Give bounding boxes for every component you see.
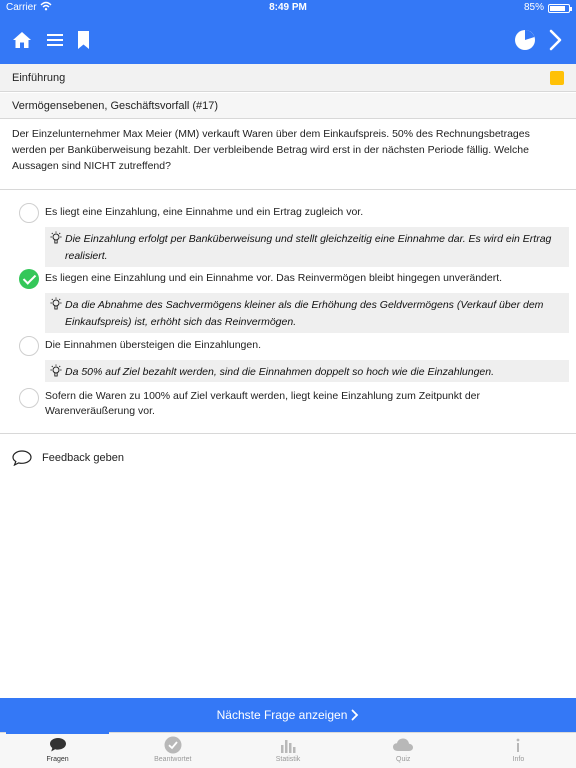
divider (0, 433, 576, 434)
info-icon (509, 736, 527, 754)
carrier-label: Carrier (6, 2, 37, 13)
tab-info[interactable] (461, 733, 576, 768)
answer-text: Es liegen eine Einzahlung und ein Einnahme vor. Das Reinvermögen bleibt hingegen unverändert. (45, 272, 503, 284)
tab-fragen[interactable] (0, 733, 115, 768)
lightbulb-icon (49, 364, 63, 378)
next-question-label: Nächste Frage anzeigen (216, 708, 348, 722)
feedback-button[interactable] (12, 450, 124, 466)
tab-label: Statistik (275, 756, 301, 763)
tab-beantwortet[interactable] (115, 733, 230, 768)
battery-percent: 85% (523, 2, 544, 13)
feedback-label: Feedback geben (42, 452, 124, 464)
next-question-button[interactable] (0, 698, 576, 732)
question-text: Der Einzelunternehmer Max Meier (MM) verkauft Waren über dem Einkaufspreis. 50% des Rechnungsbetrages werden per Banküberweisung bezahlt. Der verbleibende Betrag wird erst in der nächsten Periode fällig. Welche Aussagen sind NICHT zutreffend? (0, 120, 576, 190)
nav-bar (0, 16, 576, 64)
bookmark-icon[interactable] (76, 16, 90, 64)
pie-chart-icon[interactable] (513, 16, 537, 64)
chevron-right-icon[interactable] (546, 16, 566, 64)
status-bar (0, 0, 576, 16)
clock: 8:49 PM (269, 2, 307, 13)
answer-radio-checked[interactable] (19, 269, 39, 289)
category-row (0, 64, 576, 92)
answer-text: Die Einnahmen übersteigen die Einzahlungen. (45, 339, 261, 351)
answer-hint (45, 293, 569, 333)
answer-hint (45, 227, 569, 267)
lightbulb-icon (49, 231, 63, 245)
tab-label: Quiz (396, 756, 411, 763)
speech-bubble-icon (49, 736, 67, 754)
answer-hint-text: Da die Abnahme des Sachvermögens kleiner als die Erhöhung des Geldvermögens (Verkauf über dem Einkaufspreis) ist, erhöht sich das Reinvermögen. (65, 299, 544, 328)
tab-bar (0, 732, 576, 768)
lightbulb-icon (49, 297, 63, 311)
checkmark-circle-icon (164, 736, 182, 754)
answer-radio[interactable] (19, 203, 39, 223)
tab-quiz[interactable] (346, 733, 461, 768)
answer-hint-text: Die Einzahlung erfolgt per Banküberweisung und stellt gleichzeitig eine Einnahme dar. Es wird ein Ertrag realisiert. (65, 233, 552, 262)
answer-radio[interactable] (19, 336, 39, 356)
tab-statistik[interactable] (230, 733, 345, 768)
chevron-right-icon (351, 709, 359, 721)
home-icon[interactable] (10, 16, 34, 64)
tab-label: Beantwortet (154, 756, 192, 763)
answer-hint-text: Da 50% auf Ziel bezahlt werden, sind die Einnahmen doppelt so hoch wie die Einzahlungen. (65, 366, 495, 378)
answer-radio[interactable] (19, 388, 39, 408)
category-label: Einführung (12, 71, 66, 84)
answer-hint (45, 360, 569, 382)
battery-icon (548, 4, 570, 13)
menu-icon[interactable] (46, 16, 64, 64)
speech-bubble-icon (12, 450, 32, 466)
question-title: Vermögensebenen, Geschäftsvorfall (#17) (0, 93, 576, 119)
answer-text: Sofern die Waren zu 100% auf Ziel verkauft werden, liegt keine Einzahlung zum Zeitpunkt der Warenveräußerung vor. (45, 390, 481, 417)
tab-label: Info (512, 756, 525, 763)
answer-text: Es liegt eine Einzahlung, eine Einnahme und ein Ertrag zugleich vor. (45, 206, 364, 218)
cloud-icon (392, 736, 414, 754)
tab-label: Fragen (46, 756, 69, 763)
bar-chart-icon (279, 736, 297, 754)
category-badge (550, 71, 564, 85)
